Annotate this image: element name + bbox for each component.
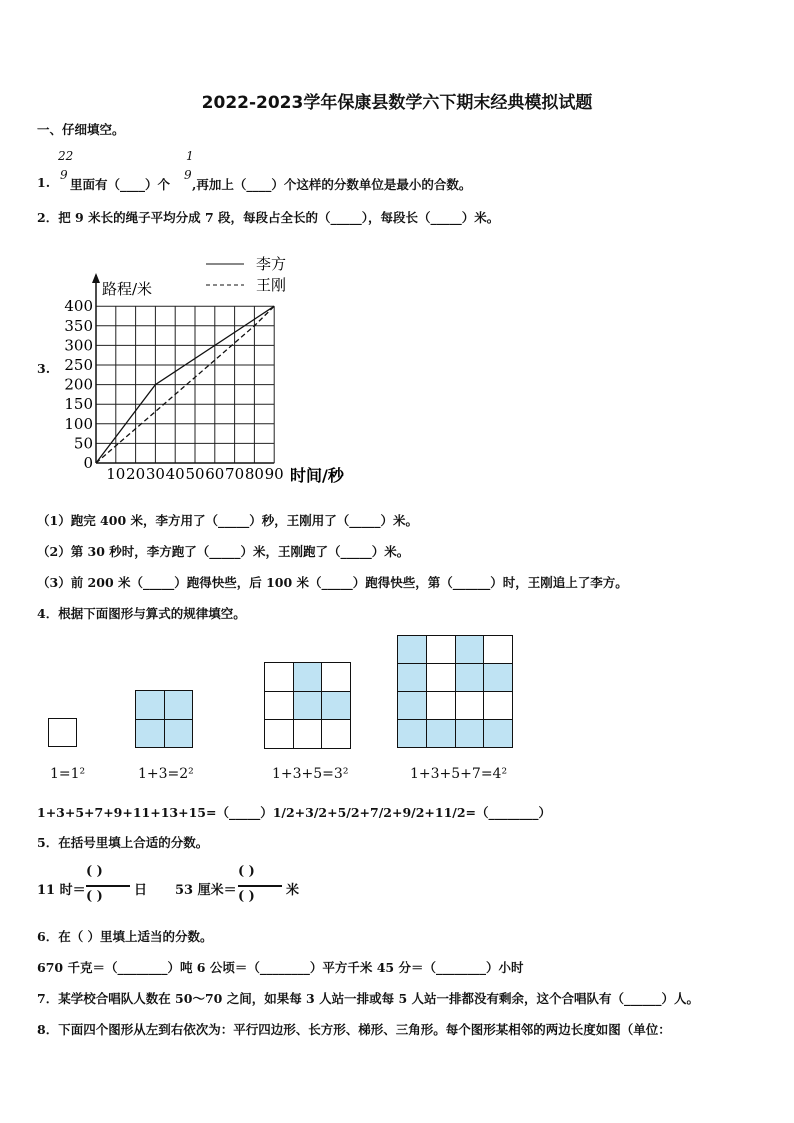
pattern-label-3: 1+3+5=3²	[272, 766, 349, 782]
pattern-cell	[321, 691, 351, 721]
pattern-cell	[293, 691, 323, 721]
y-tick-label: 300	[64, 336, 93, 355]
pattern-cell	[455, 691, 485, 720]
q1-frac2-numerator: 1	[186, 149, 194, 163]
question-4: 4．根据下面图形与算式的规律填空。	[37, 606, 246, 621]
x-axis-label: 时间/秒	[290, 466, 344, 485]
q5-a-left: 11 时＝	[37, 883, 86, 898]
y-tick-label: 350	[64, 316, 93, 335]
pattern-cell	[455, 663, 485, 692]
y-tick-label: 0	[83, 454, 93, 472]
pattern-cell	[483, 635, 513, 664]
pattern-cell	[483, 719, 513, 748]
q5-b-denominator-paren: ( )	[238, 889, 255, 904]
square-4x4	[397, 635, 513, 748]
square-2x2	[135, 690, 193, 748]
pattern-cell	[483, 691, 513, 720]
x-tick-label: 50	[185, 465, 205, 483]
q3-sub-1: （1）跑完 400 米，李方用了（_____）秒，王刚用了（_____）米。	[37, 513, 418, 528]
q5-b-fraction-line	[238, 885, 282, 887]
q1-frac1-denominator: 9	[60, 168, 68, 182]
y-tick-label: 150	[64, 395, 93, 414]
x-tick-label: 10	[106, 465, 126, 483]
question-8: 8．下面四个图形从左到右依次为：平行四边形、长方形、梯形、三角形。每个图形某相邻的两边长度如图（单位：	[37, 1022, 671, 1037]
x-tick-label: 80	[244, 465, 264, 483]
pattern-label-4: 1+3+5+7=4²	[410, 766, 508, 782]
q1-text-1: 里面有（____）个	[70, 177, 171, 192]
square-3x3	[264, 662, 351, 749]
q5-a-fraction-line	[86, 885, 130, 887]
pattern-cell	[426, 663, 456, 692]
y-tick-label: 50	[73, 434, 93, 453]
pattern-cell	[397, 663, 427, 692]
q5-b-left: 53 厘米＝	[175, 883, 237, 898]
page-title: 2022-2023学年保康县数学六下期末经典模拟试题	[201, 93, 593, 113]
pattern-cell	[264, 691, 294, 721]
q5-b-numerator-paren: ( )	[238, 864, 255, 879]
q5-a-unit: 日	[134, 883, 148, 898]
distance-time-chart	[60, 245, 360, 490]
pattern-cell	[426, 691, 456, 720]
q5-b-unit: 米	[286, 883, 300, 898]
pattern-cell	[264, 719, 294, 749]
x-tick-label: 90	[264, 465, 284, 483]
y-tick-label: 200	[64, 375, 93, 394]
question-7: 7．某学校合唱队人数在 50～70 之间，如果每 3 人站一排或每 5 人站一排都没有剩余，这个合唱队有（______）人。	[37, 991, 699, 1006]
pattern-cell	[483, 663, 513, 692]
pattern-cell	[455, 635, 485, 664]
chart-x-ticks	[106, 465, 283, 483]
q1-text-2: ,再加上（____）个这样的分数单位是最小的合数。	[192, 177, 472, 192]
pattern-cell	[397, 691, 427, 720]
q3-sub-2: （2）第 30 秒时，李方跑了（_____）米，王刚跑了（_____）米。	[37, 544, 410, 559]
x-tick-label: 30	[145, 465, 165, 483]
legend-wangGang: 王刚	[256, 276, 287, 294]
pattern-cell	[455, 719, 485, 748]
pattern-cell	[264, 662, 294, 692]
y-tick-label: 400	[64, 297, 93, 316]
legend-liFang: 李方	[256, 255, 287, 273]
y-tick-label: 250	[64, 356, 93, 374]
y-tick-label: 100	[64, 414, 93, 433]
pattern-cell	[426, 635, 456, 664]
question-2: 2．把 9 米长的绳子平均分成 7 段，每段占全长的（_____），每段长（_____）米。	[37, 210, 500, 225]
q4-answer-line: 1+3+5+7+9+11+13+15=（_____）1/2+3/2+5/2+7/2+9/2+11/2=（________）	[37, 805, 552, 820]
y-axis-label: 路程/米	[102, 280, 153, 298]
pattern-cell	[293, 662, 323, 692]
chart-y-ticks	[64, 297, 93, 472]
x-tick-label: 70	[225, 465, 245, 483]
q3-number: 3.	[37, 361, 51, 376]
pattern-cell	[321, 662, 351, 692]
pattern-cell	[321, 719, 351, 749]
pattern-cell	[397, 719, 427, 748]
y-axis-arrow	[92, 273, 100, 283]
pattern-cell	[293, 719, 323, 749]
q6-answer-line: 670 千克＝（________）吨 6 公顷＝（________）平方千米 45 分＝（________）小时	[37, 960, 524, 975]
pattern-label-1: 1=1²	[50, 766, 86, 782]
q5-a-numerator-paren: ( )	[86, 864, 103, 879]
q3-sub-3: （3）前 200 米（_____）跑得快些，后 100 米（_____）跑得快些，第（______）时，王刚追上了李方。	[37, 575, 628, 590]
x-tick-label: 40	[165, 465, 185, 483]
question-5: 5．在括号里填上合适的分数。	[37, 835, 209, 850]
pattern-cell	[426, 719, 456, 748]
pattern-label-2: 1+3=2²	[138, 766, 194, 782]
pattern-cell	[397, 635, 427, 664]
q1-number: 1.	[37, 175, 51, 190]
q1-frac2-denominator: 9	[184, 168, 192, 182]
x-tick-label: 20	[126, 465, 146, 483]
section-heading: 一、仔细填空。	[37, 122, 125, 137]
square-1x1	[48, 718, 77, 747]
q1-frac1-numerator: 22	[58, 149, 74, 163]
x-tick-label: 60	[205, 465, 225, 483]
q5-a-denominator-paren: ( )	[86, 889, 103, 904]
question-6: 6．在（ ）里填上适当的分数。	[37, 929, 213, 944]
